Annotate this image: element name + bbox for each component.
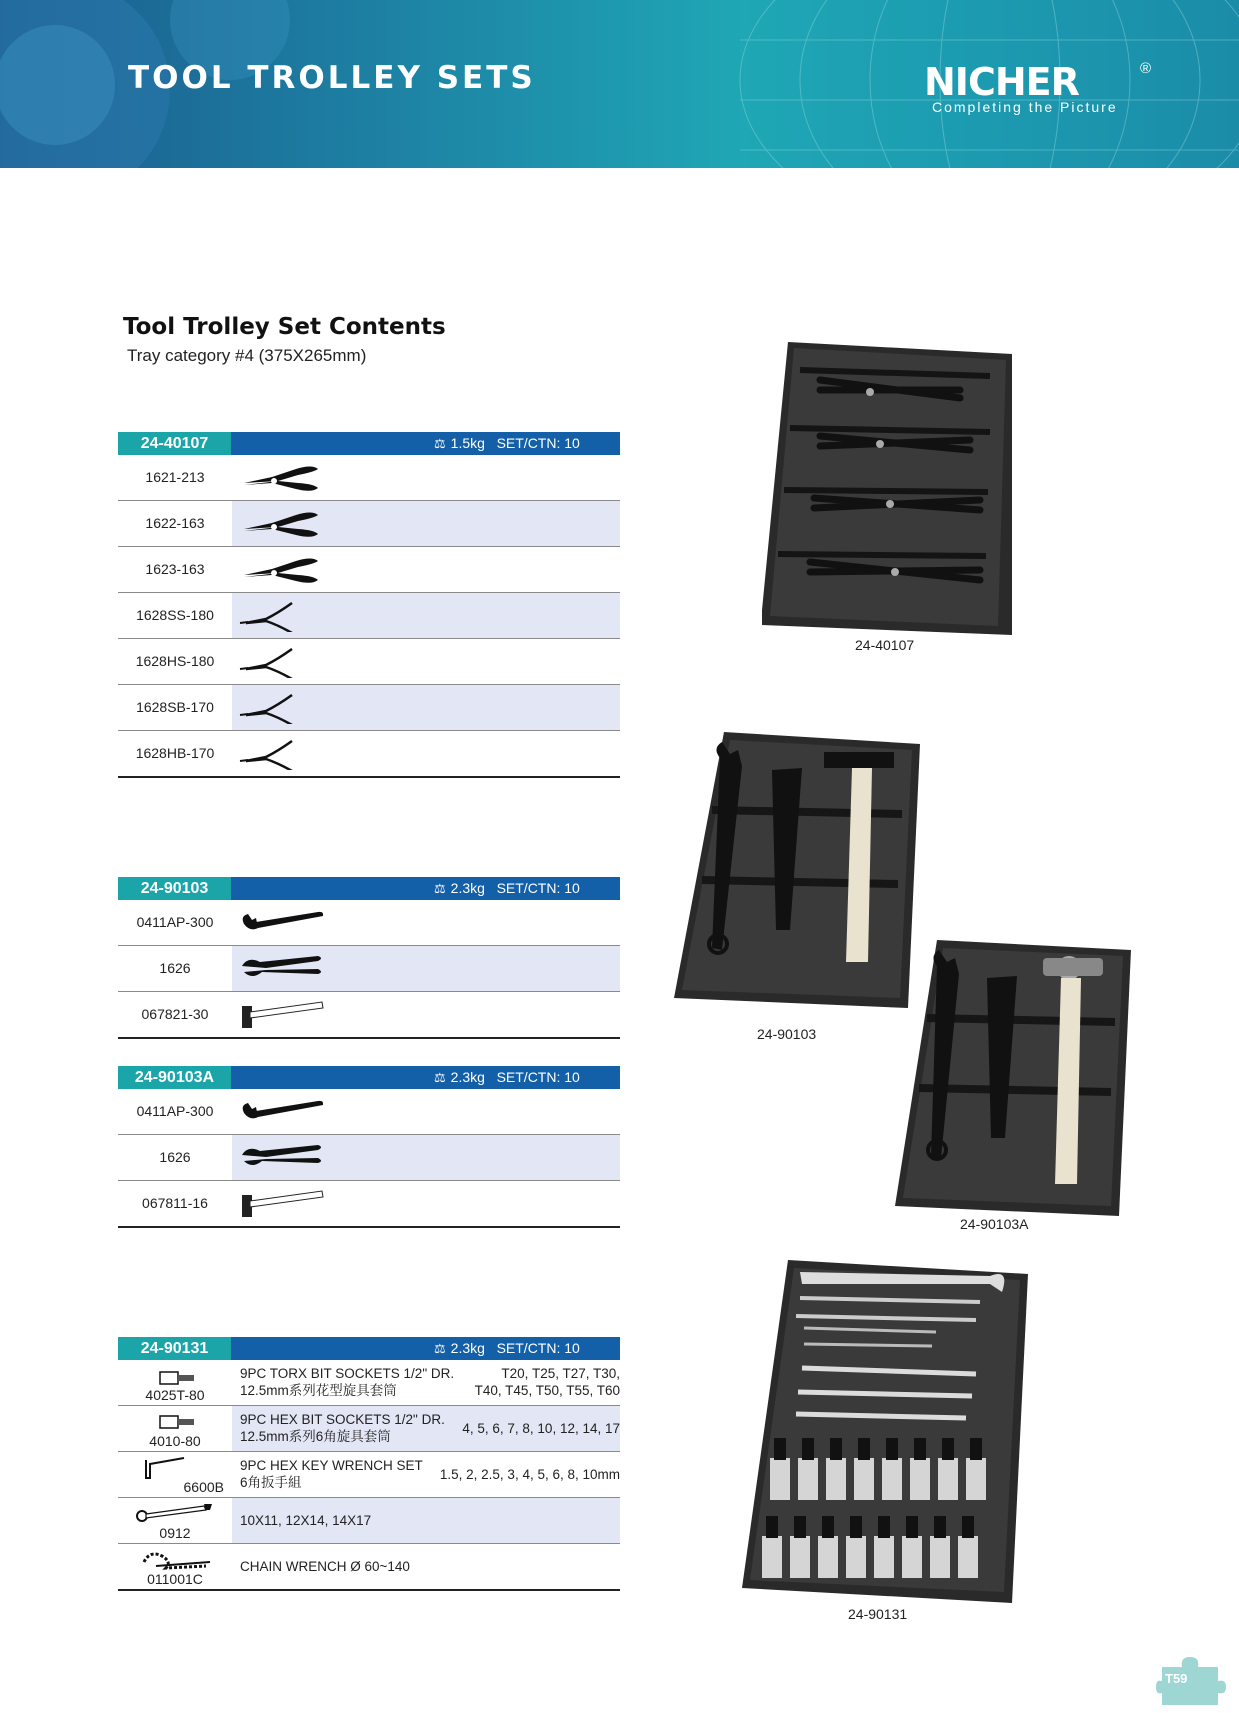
set-weight: 2.3kg [450, 1340, 485, 1356]
item-code: 1621-213 [145, 469, 205, 485]
description-line-cn: 6角扳手組 [240, 1475, 302, 1490]
tray-caption: 24-90103 [757, 1026, 817, 1042]
table-row [118, 1498, 620, 1544]
item-code-cell [118, 1360, 232, 1405]
long-nose-pliers-icon [238, 553, 338, 586]
combination-pliers-icon [238, 461, 338, 494]
tray-photo-24-40107 [760, 340, 1020, 635]
spec-line: T40, T45, T50, T55, T60 [474, 1383, 620, 1398]
combination-wrench-icon [136, 1502, 216, 1526]
header-banner [0, 0, 1239, 168]
scale-icon: ⚖ [434, 881, 446, 896]
hex-key-icon [136, 1456, 216, 1480]
item-code: 0912 [159, 1525, 191, 1541]
table-row [118, 501, 620, 547]
item-code: 1628SB-170 [118, 685, 232, 730]
item-code: 1623-163 [145, 561, 205, 577]
torx-bit-socket-icon [136, 1364, 216, 1388]
spec-line: T20, T25, T27, T30, [501, 1366, 620, 1381]
set-header [118, 1337, 620, 1360]
table-row [118, 1135, 620, 1181]
description-line-cn: 12.5mm系列花型旋具套筒 [240, 1383, 397, 1398]
item-description [240, 1365, 454, 1399]
table-row [118, 1089, 620, 1135]
item-code: 0411AP-300 [136, 914, 214, 930]
brand-logo: NICHER [924, 60, 1079, 104]
diagonal-cutter-icon [238, 507, 338, 540]
item-spec [475, 1365, 620, 1399]
set-table-24-40107 [118, 432, 620, 778]
table-row [118, 547, 620, 593]
set-header [118, 432, 620, 455]
set-header [118, 877, 620, 900]
set-code: 24-40107 [118, 432, 231, 455]
set-weight: 2.3kg [450, 880, 485, 896]
set-header [118, 1066, 620, 1089]
item-code: 1628HS-180 [135, 653, 215, 669]
circlip-pliers-icon [238, 737, 338, 770]
item-code-cell [118, 1544, 232, 1589]
tray-caption: 24-90103A [960, 1216, 1029, 1232]
item-spec: 4, 5, 6, 7, 8, 10, 12, 14, 17 [462, 1421, 620, 1436]
set-code: 24-90103 [118, 877, 231, 900]
item-code-cell [118, 1406, 232, 1451]
item-code: 067821-30 [141, 1006, 209, 1022]
table-row [118, 1360, 620, 1406]
chain-wrench-icon [136, 1548, 216, 1572]
table-row [118, 1452, 620, 1498]
item-code: 4010-80 [149, 1433, 201, 1449]
description-line: 9PC TORX BIT SOCKETS 1/2" DR. [240, 1366, 455, 1381]
scale-icon: ⚖ [434, 1070, 446, 1085]
tray-photo-24-90103A [893, 938, 1133, 1218]
item-code: 067811-16 [142, 1195, 208, 1211]
table-row [118, 593, 620, 639]
set-weight: 2.3kg [450, 1069, 485, 1085]
set-ctn: SET/CTN: 10 [496, 1069, 580, 1085]
brand-tagline: Completing the Picture [932, 99, 1118, 115]
item-code: 0411AP-300 [136, 1103, 214, 1119]
section-subheading: Tray category #4 (375X265mm) [127, 346, 367, 365]
table-row [118, 685, 620, 731]
scale-icon: ⚖ [434, 1341, 446, 1356]
adjustable-wrench-icon [238, 1095, 338, 1128]
item-code: 011001C [147, 1571, 203, 1587]
set-table-24-90131 [118, 1337, 620, 1591]
item-code-cell [118, 1452, 232, 1497]
item-code: 6600B [183, 1479, 224, 1495]
item-description: CHAIN WRENCH Ø 60~140 [240, 1559, 410, 1574]
circlip-pliers-icon [238, 599, 338, 632]
page-number: T59 [1165, 1671, 1188, 1686]
table-row [118, 639, 620, 685]
item-description [240, 1411, 445, 1445]
scale-icon: ⚖ [434, 436, 446, 451]
water-pump-pliers-icon [238, 952, 338, 985]
table-row [118, 731, 620, 776]
table-row [118, 900, 620, 946]
registered-mark: ® [1140, 60, 1152, 77]
tray-photo-24-90103 [672, 730, 922, 1010]
set-table-24-90103A [118, 1066, 620, 1228]
description-line-cn: 12.5mm系列6角旋具套筒 [240, 1429, 391, 1444]
set-meta [434, 1337, 580, 1360]
set-code: 24-90131 [118, 1337, 231, 1360]
table-row [118, 946, 620, 992]
set-meta [434, 432, 580, 455]
page-title: TOOL TROLLEY SETS [128, 60, 536, 96]
tray-photo-24-90131 [740, 1258, 1030, 1603]
item-spec: 1.5, 2, 2.5, 3, 4, 5, 6, 8, 10mm [439, 1467, 620, 1482]
set-meta [434, 1066, 580, 1089]
description-line: 9PC HEX BIT SOCKETS 1/2" DR. [240, 1412, 445, 1427]
circlip-pliers-icon [238, 645, 338, 678]
item-description [240, 1457, 423, 1491]
circlip-pliers-icon [238, 691, 338, 724]
set-ctn: SET/CTN: 10 [496, 880, 580, 896]
water-pump-pliers-icon [238, 1141, 338, 1174]
set-meta [434, 877, 580, 900]
set-weight: 1.5kg [450, 435, 485, 451]
table-row [118, 992, 620, 1037]
machinist-hammer-icon [238, 998, 338, 1031]
item-code: 1622-163 [118, 501, 232, 546]
item-code: 1626 [118, 946, 232, 991]
item-code-cell [118, 1498, 232, 1543]
table-row [118, 1406, 620, 1452]
item-description: 10X11, 12X14, 14X17 [240, 1513, 372, 1528]
tray-caption: 24-40107 [855, 637, 915, 653]
item-code: 1626 [118, 1135, 232, 1180]
item-code: 4025T-80 [145, 1387, 205, 1403]
set-table-24-90103 [118, 877, 620, 1039]
hex-bit-socket-icon [136, 1410, 216, 1434]
set-ctn: SET/CTN: 10 [496, 435, 580, 451]
set-ctn: SET/CTN: 10 [496, 1340, 580, 1356]
description-line: 9PC HEX KEY WRENCH SET [240, 1458, 423, 1473]
section-heading: Tool Trolley Set Contents [123, 314, 446, 340]
item-code: 1628SS-180 [118, 593, 232, 638]
table-row [118, 455, 620, 501]
adjustable-wrench-icon [238, 906, 338, 939]
set-code: 24-90103A [118, 1066, 231, 1089]
item-code: 1628HB-170 [135, 745, 215, 761]
table-row [118, 1181, 620, 1226]
ball-peen-hammer-icon [238, 1187, 338, 1220]
tray-caption: 24-90131 [848, 1606, 908, 1622]
table-row [118, 1544, 620, 1589]
